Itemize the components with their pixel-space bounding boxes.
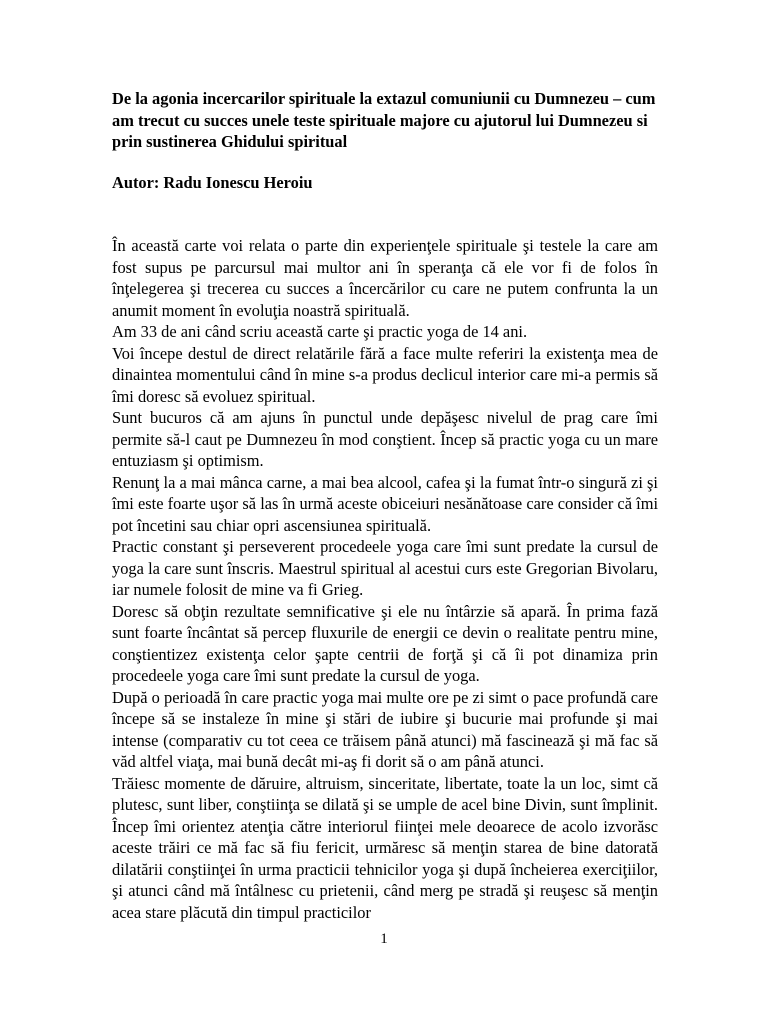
- paragraph: Am 33 de ani când scriu această carte şi practic yoga de 14 ani.: [112, 322, 528, 341]
- paragraph: Doresc să obţin rezultate semnificative şi ele nu întârzie să apară. În prima fază sunt foarte încântat să percep fluxurile de energii ce devin o realitate pentru mine, conştientizez existenţa celor şapte centrii de forţă şi că îi pot dinamiza prin procedeele yoga care îmi sunt predate la cursul de yoga.: [112, 601, 658, 685]
- paragraph: După o perioadă în care practic yoga mai multe ore pe zi simt o pace profundă care începe să se instaleze în mine şi stări de iubire şi bucurie mai profunde şi mai intense (comparativ cu tot ceea ce trăisem până atunci) mă fascinează şi mă fac să văd altfel viaţa, mai bună decât mi-aş fi dorit să o am până atunci.: [112, 687, 658, 771]
- paragraph: Renunţ la a mai mânca carne, a mai bea alcool, cafea şi la fumat într-o singură zi şi îmi este foarte uşor să las în urmă aceste obiceiuri nesănătoase care consider că îmi pot încetini sau chiar opri ascensiunea spirituală.: [112, 472, 658, 535]
- paragraph: Sunt bucuros că am ajuns în punctul unde depăşesc nivelul de prag care îmi permite să-l caut pe Dumnezeu în mod conştient. Încep să practic yoga cu un mare entuziasm şi optimism.: [112, 408, 658, 470]
- author-line: Autor: Radu Ionescu Heroiu: [112, 173, 313, 192]
- paragraph: Voi începe destul de direct relatările fără a face multe referiri la existenţa mea de dinaintea momentului când în mine s-a produs declicul interior care mi-a permis să îmi doresc să evoluez spiritual.: [112, 343, 658, 406]
- page-number: 1: [380, 931, 388, 947]
- paragraph: Trăiesc momente de dăruire, altruism, sinceritate, libertate, toate la un loc, simt că plutesc, sunt liber, conştiinţa se dilată şi se umple de acel bine Divin, sunt împlinit. Încep îmi orientez atenţia către interiorul fiinţei mele deoarece de acolo izvorăsc aceste trăiri ce mă fac să fiu fericit, urmăresc să menţin starea de bine datorată dilatării conştiinţei în urma practicii tehnicilor yoga şi după încheierea exerciţiilor, şi atunci când mă întâlnesc cu prietenii, când merg pe stradă şi reuşesc să menţin acea stare plăcută din timpul practicilor: [112, 773, 658, 922]
- body-text: [112, 235, 658, 923]
- paragraph: În această carte voi relata o parte din experienţele spirituale şi testele la care am fost supus pe parcursul mai multor ani în speranţa că ele vor fi de folos în înţelegerea şi trecerea cu succes a încercărilor cu care ne putem confrunta la un anumit moment în evoluţia noastră spirituală.: [112, 236, 658, 320]
- document-title: De la agonia incercarilor spirituale la extazul comuniunii cu Dumnezeu – cum am trecut cu succes unele teste spirituale majore cu ajutorul lui Dumnezeu si prin sustinerea Ghidului spiritual: [112, 89, 656, 151]
- paragraph: Practic constant şi perseverent procedeele yoga care îmi sunt predate la cursul de yoga la care sunt înscris. Maestrul spiritual al acestui curs este Gregorian Bivolaru, iar numele folosit de mine va fi Grieg.: [112, 537, 658, 599]
